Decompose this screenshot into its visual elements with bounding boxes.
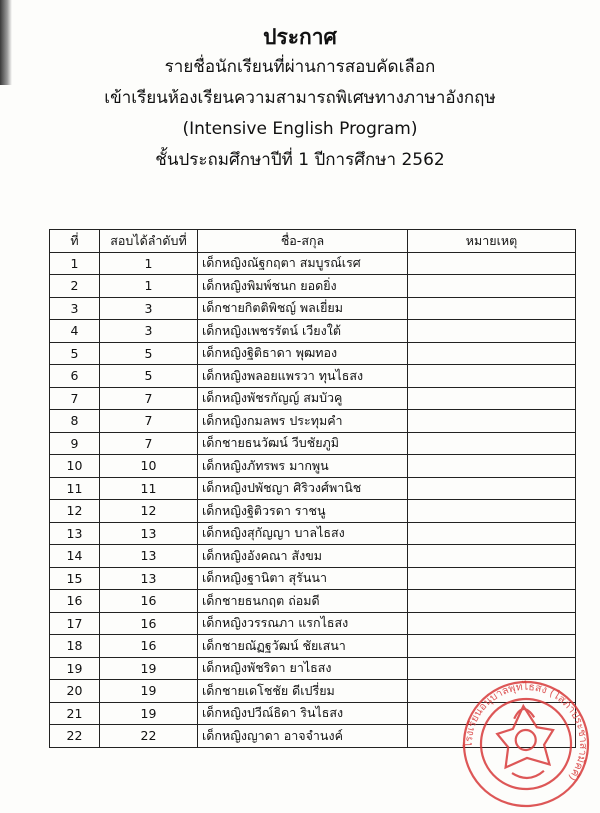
cell-name: เด็กชายณัฏฐวัฒน์ ชัยเสนา — [198, 635, 408, 658]
cell-no: 20 — [50, 680, 100, 703]
cell-no: 2 — [50, 275, 100, 298]
table-row — [50, 252, 576, 275]
cell-rank: 16 — [100, 612, 198, 635]
cell-note — [408, 387, 576, 410]
subtitle-line-1: รายชื่อนักเรียนที่ผ่านการสอบคัดเลือก — [164, 57, 436, 77]
cell-note — [408, 320, 576, 343]
cell-name: เด็กหญิงกมลพร ประทุมคำ — [198, 410, 408, 433]
seal-ring-text: โรงเรียนอนุบาลพุทไธสง (โสภาประชาสามัคคี) — [462, 680, 590, 783]
cell-note — [408, 252, 576, 275]
school-seal-stamp — [454, 675, 599, 812]
program-name: (Intensive English Program) — [182, 119, 418, 139]
cell-no: 14 — [50, 545, 100, 568]
cell-no: 1 — [50, 252, 100, 275]
cell-rank: 22 — [100, 725, 198, 748]
col-header-rank: สอบได้ลำดับที่ — [100, 230, 198, 253]
cell-note — [408, 275, 576, 298]
col-header-name: ชื่อ-สกุล — [198, 230, 408, 253]
cell-name: เด็กชายธนกฤต ถ่อมดี — [198, 590, 408, 613]
col-header-note: หมายเหตุ — [408, 230, 576, 253]
student-table — [49, 229, 576, 748]
page-title: ประกาศ — [263, 25, 337, 49]
cell-rank: 19 — [100, 680, 198, 703]
cell-rank: 3 — [100, 297, 198, 320]
cell-no: 18 — [50, 635, 100, 658]
cell-no: 12 — [50, 500, 100, 523]
cell-name: เด็กหญิงพัชรกัญญ์ สมบัวคู — [198, 387, 408, 410]
table-row — [50, 477, 576, 500]
svg-text:โรงเรียนอนุบาลพุทไธสง (โสภาประ — [458, 676, 592, 791]
cell-rank: 13 — [100, 522, 198, 545]
cell-rank: 1 — [100, 275, 198, 298]
cell-name: เด็กหญิงญาดา อาจจำนงค์ — [198, 725, 408, 748]
cell-name: เด็กชายเดโชชัย ดีเปรี่ยม — [198, 680, 408, 703]
cell-note — [408, 432, 576, 455]
cell-rank: 7 — [100, 410, 198, 433]
cell-note — [408, 567, 576, 590]
cell-rank: 5 — [100, 365, 198, 388]
table-row — [50, 387, 576, 410]
cell-note — [408, 410, 576, 433]
cell-no: 9 — [50, 432, 100, 455]
cell-rank: 7 — [100, 387, 198, 410]
cell-name: เด็กหญิงฐิติธาดา พุฒทอง — [198, 342, 408, 365]
cell-name: เด็กหญิงสุกัญญา บาลไธสง — [198, 522, 408, 545]
cell-rank: 11 — [100, 477, 198, 500]
table-row — [50, 545, 576, 568]
cell-no: 13 — [50, 522, 100, 545]
cell-rank: 13 — [100, 545, 198, 568]
cell-name: เด็กหญิงฐิติวรดา ราชนู — [198, 500, 408, 523]
cell-rank: 7 — [100, 432, 198, 455]
cell-no: 21 — [50, 702, 100, 725]
table-row — [50, 612, 576, 635]
cell-note — [408, 635, 576, 658]
table-row — [50, 567, 576, 590]
cell-note — [408, 545, 576, 568]
table-row — [50, 320, 576, 343]
cell-rank: 13 — [100, 567, 198, 590]
cell-note — [408, 455, 576, 478]
table-row — [50, 455, 576, 478]
cell-note — [408, 590, 576, 613]
cell-no: 4 — [50, 320, 100, 343]
table-row — [50, 590, 576, 613]
table-row — [50, 297, 576, 320]
cell-name: เด็กหญิงเพชรรัตน์ เวียงใต้ — [198, 320, 408, 343]
table-row — [50, 410, 576, 433]
cell-note — [408, 612, 576, 635]
cell-name: เด็กหญิงปวีณ์ธิดา รินไธสง — [198, 702, 408, 725]
cell-no: 16 — [50, 590, 100, 613]
table-row — [50, 500, 576, 523]
grade-year: ชั้นประถมศึกษาปีที่ 1 ปีการศึกษา 2562 — [155, 150, 445, 170]
cell-name: เด็กชายกิตติพิชญ์ พลเยี่ยม — [198, 297, 408, 320]
table-row — [50, 365, 576, 388]
subtitle-line-2: เข้าเรียนห้องเรียนความสามารถพิเศษทางภาษาอังกฤษ — [104, 88, 496, 108]
cell-name: เด็กหญิงภัทรพร มากพูน — [198, 455, 408, 478]
cell-rank: 3 — [100, 320, 198, 343]
cell-name: เด็กชายธนวัฒน์ วีบชัยภูมิ — [198, 432, 408, 455]
cell-rank: 12 — [100, 500, 198, 523]
cell-name: เด็กหญิงปพัชญา ศิริวงศ์พานิช — [198, 477, 408, 500]
cell-name: เด็กหญิงฐานิตา สุรันนา — [198, 567, 408, 590]
cell-name: เด็กหญิงพิมพ์ชนก ยอดยิ่ง — [198, 275, 408, 298]
cell-no: 22 — [50, 725, 100, 748]
cell-rank: 19 — [100, 702, 198, 725]
table-row — [50, 522, 576, 545]
cell-note — [408, 500, 576, 523]
cell-rank: 5 — [100, 342, 198, 365]
announcement-header — [0, 22, 600, 176]
cell-no: 17 — [50, 612, 100, 635]
cell-no: 19 — [50, 657, 100, 680]
table-header-row — [50, 230, 576, 253]
table-row — [50, 275, 576, 298]
cell-no: 6 — [50, 365, 100, 388]
cell-note — [408, 342, 576, 365]
table-body — [50, 252, 576, 747]
table-row — [50, 657, 576, 680]
cell-name: เด็กหญิงพัชริดา ยาไธสง — [198, 657, 408, 680]
cell-rank: 16 — [100, 590, 198, 613]
cell-rank: 1 — [100, 252, 198, 275]
cell-name: เด็กหญิงวรรณภา แรกไธสง — [198, 612, 408, 635]
cell-note — [408, 365, 576, 388]
table-row — [50, 432, 576, 455]
cell-no: 11 — [50, 477, 100, 500]
table-row — [50, 635, 576, 658]
col-header-no: ที่ — [50, 230, 100, 253]
cell-name: เด็กหญิงณัฐกฤตา สมบูรณ์เรศ — [198, 252, 408, 275]
cell-note — [408, 522, 576, 545]
cell-rank: 16 — [100, 635, 198, 658]
table-row — [50, 342, 576, 365]
cell-note — [408, 297, 576, 320]
cell-no: 3 — [50, 297, 100, 320]
cell-rank: 19 — [100, 657, 198, 680]
cell-rank: 10 — [100, 455, 198, 478]
cell-no: 15 — [50, 567, 100, 590]
cell-note — [408, 477, 576, 500]
cell-no: 5 — [50, 342, 100, 365]
cell-no: 7 — [50, 387, 100, 410]
cell-name: เด็กหญิงพลอยแพรวา ทุนไธสง — [198, 365, 408, 388]
cell-no: 10 — [50, 455, 100, 478]
cell-no: 8 — [50, 410, 100, 433]
cell-name: เด็กหญิงอังคณา สังขม — [198, 545, 408, 568]
cell-note — [408, 657, 576, 680]
